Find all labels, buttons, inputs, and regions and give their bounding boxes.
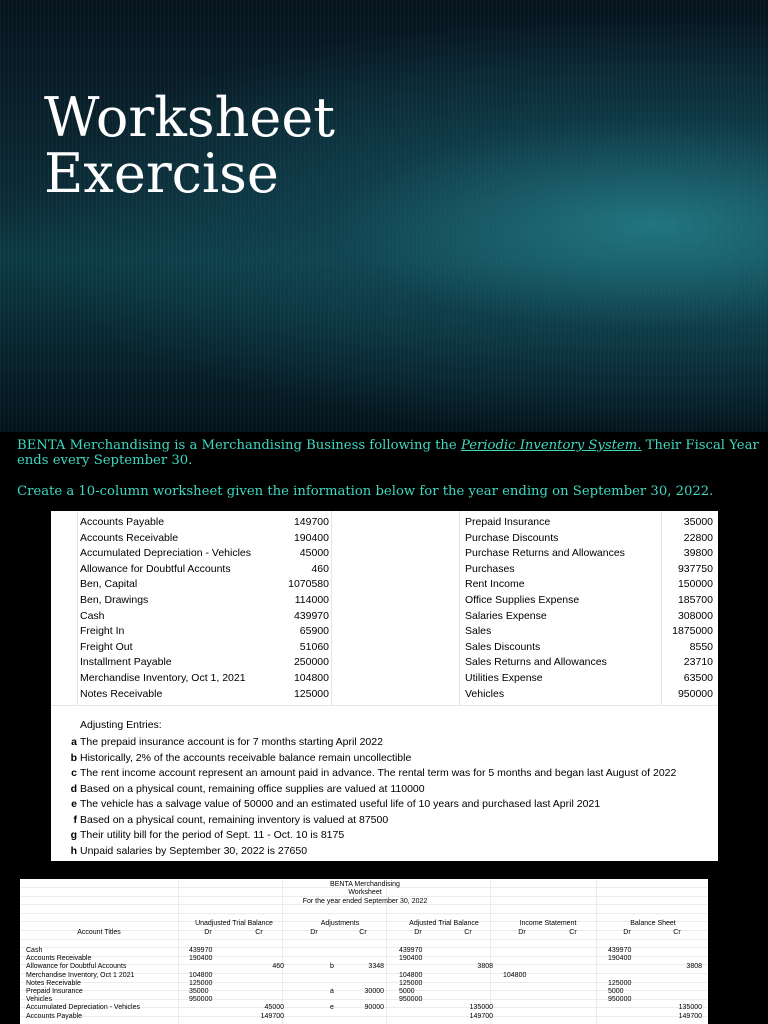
worksheet-cell: 35000 xyxy=(189,988,209,995)
column-group-header: Balance Sheet xyxy=(630,920,676,927)
account-name: Office Supplies Expense xyxy=(465,594,580,606)
worksheet-cell: 3348 xyxy=(368,963,384,971)
grid-line xyxy=(596,879,597,1024)
worksheet-cell: 90000 xyxy=(364,1004,384,1012)
adjusting-entry xyxy=(51,783,718,799)
account-name: Notes Receivable xyxy=(80,687,163,700)
account-row xyxy=(51,639,718,655)
account-row xyxy=(51,514,718,530)
account-name: Utilities Expense xyxy=(465,672,543,684)
account-value: 51060 xyxy=(299,640,329,653)
account-value: 45000 xyxy=(299,547,329,560)
worksheet-cell: 104800 xyxy=(399,971,423,979)
account-value: 114000 xyxy=(294,594,329,606)
entry-text: Based on a physical count, remaining inventory is valued at 87500 xyxy=(80,813,389,826)
account-titles-header: Account Titles xyxy=(77,929,121,936)
column-group-header: Income Statement xyxy=(519,920,577,927)
account-row xyxy=(51,561,718,577)
account-name: Accounts Receivable xyxy=(80,531,179,544)
account-value: 63500 xyxy=(683,672,713,684)
worksheet-cell: 5000 xyxy=(608,988,624,995)
entry-letter: h xyxy=(70,844,77,857)
worksheet-cell: 190400 xyxy=(399,955,423,963)
dr-header: Dr xyxy=(518,929,526,936)
slide-title xyxy=(44,86,335,205)
account-value: 250000 xyxy=(293,656,329,669)
worksheet-company: BENTA Merchandising xyxy=(330,881,400,888)
worksheet-account-name: Allowance for Doubtful Accounts xyxy=(26,963,127,971)
account-row xyxy=(51,545,718,561)
account-name: Installment Payable xyxy=(80,656,172,669)
worksheet-cell: 460 xyxy=(272,963,284,971)
entry-letter: a xyxy=(71,736,77,748)
entry-text: The vehicle has a salvage value of 50000 and an estimated useful life of 10 years and purchased last April 2021 xyxy=(80,798,601,810)
worksheet-cell: 5000 xyxy=(399,988,415,995)
account-name: Vehicles xyxy=(465,687,505,700)
account-value: 190400 xyxy=(293,531,329,544)
worksheet-cell: 45000 xyxy=(264,1004,284,1012)
intro-paragraph-2: Create a 10-column worksheet given the information below for the year ending on September 30, 2022. xyxy=(17,484,714,499)
entry-text: Their utility bill for the period of Sept. 11 - Oct. 10 is 8175 xyxy=(80,829,345,841)
cr-header: Cr xyxy=(464,929,472,936)
adjusting-entry xyxy=(51,736,718,752)
worksheet-account-name: Merchandise Inventory, Oct 1 2021 xyxy=(26,971,135,979)
account-name: Rent Income xyxy=(465,578,525,591)
worksheet-cell: 149700 xyxy=(678,1012,702,1020)
account-name: Freight Out xyxy=(80,640,133,653)
entry-text: Unpaid salaries by September 30, 2022 is 27650 xyxy=(80,844,308,857)
adjusting-entry xyxy=(51,767,718,783)
account-value: 439970 xyxy=(293,609,329,622)
account-name: Accumulated Depreciation - Vehicles xyxy=(80,547,252,560)
slide-title-line1: Worksheet xyxy=(44,86,335,149)
column-group-header: Unadjusted Trial Balance xyxy=(195,920,273,927)
worksheet-cell: b xyxy=(330,963,334,971)
title-banner xyxy=(0,0,768,432)
worksheet-cell: 125000 xyxy=(189,979,213,987)
worksheet-cell: 950000 xyxy=(189,996,213,1004)
worksheet-period: For the year ended September 30, 2022 xyxy=(302,898,428,905)
dr-header: Dr xyxy=(414,929,422,936)
worksheet-cell: 135000 xyxy=(469,1004,493,1012)
worksheet-cell: 104800 xyxy=(503,971,527,979)
entry-text: Historically, 2% of the accounts receivable balance remain uncollectible xyxy=(80,751,412,764)
account-value: 185700 xyxy=(677,594,713,606)
dr-header: Dr xyxy=(310,929,318,936)
grid-line xyxy=(51,705,718,706)
account-value: 35000 xyxy=(683,516,713,528)
account-row xyxy=(51,623,718,639)
worksheet-cell: 125000 xyxy=(608,979,632,987)
worksheet-cell: 950000 xyxy=(399,996,423,1004)
account-value: 65900 xyxy=(299,625,329,638)
account-name: Purchase Discounts xyxy=(465,531,559,544)
cr-header: Cr xyxy=(359,929,367,936)
account-row xyxy=(51,592,718,608)
worksheet-cell: 190400 xyxy=(189,955,213,963)
intro-paragraph-1: BENTA Merchandising is a Merchandising Business following the Periodic Inventory System. Their Fiscal Year ends every September 30. xyxy=(17,438,759,468)
account-name: Prepaid Insurance xyxy=(465,516,551,528)
worksheet-table xyxy=(20,879,708,1024)
account-name: Salaries Expense xyxy=(465,609,547,622)
account-balances-sheet xyxy=(51,511,718,861)
adjusting-entry xyxy=(51,798,718,814)
adjusting-entry xyxy=(51,845,718,861)
account-value: 460 xyxy=(311,562,329,575)
intro-text xyxy=(17,438,762,499)
account-value: 39800 xyxy=(683,547,713,560)
account-value: 149700 xyxy=(293,516,329,528)
account-name: Purchase Returns and Allowances xyxy=(465,547,625,560)
worksheet-cell: 3808 xyxy=(477,963,493,971)
worksheet-cell: 149700 xyxy=(469,1012,493,1020)
account-row xyxy=(51,608,718,624)
worksheet-cell: a xyxy=(330,988,334,995)
cr-header: Cr xyxy=(673,929,681,936)
column-group-header: Adjustments xyxy=(320,920,360,927)
column-group-header: Adjusted Trial Balance xyxy=(409,920,479,927)
grid-line xyxy=(178,879,179,1024)
worksheet-account-name: Accumulated Depreciation - Vehicles xyxy=(26,1004,141,1012)
worksheet-account-name: Cash xyxy=(26,947,43,954)
account-value: 150000 xyxy=(677,578,713,591)
slide-title-line2: Exercise xyxy=(44,142,279,205)
account-name: Sales Discounts xyxy=(465,640,541,653)
dr-header: Dr xyxy=(623,929,631,936)
entry-text: Based on a physical count, remaining office supplies are valued at 110000 xyxy=(80,782,425,795)
grid-line xyxy=(20,913,708,914)
worksheet-cell: 439970 xyxy=(189,947,213,954)
cr-header: Cr xyxy=(569,929,577,936)
adjusting-entry xyxy=(51,814,718,830)
account-row xyxy=(51,686,718,702)
account-value: 104800 xyxy=(293,672,329,684)
entry-text: The prepaid insurance account is for 7 months starting April 2022 xyxy=(80,736,383,748)
account-value: 1070580 xyxy=(288,578,329,591)
account-row xyxy=(51,530,718,546)
entry-letter: e xyxy=(71,798,77,810)
worksheet-cell: 149700 xyxy=(260,1012,284,1020)
entry-letter: d xyxy=(70,782,77,795)
worksheet-account-name: Notes Receivable xyxy=(26,979,81,987)
account-value: 8550 xyxy=(689,640,713,653)
adjusting-entries-title: Adjusting Entries: xyxy=(80,719,162,731)
account-name: Cash xyxy=(80,609,105,622)
worksheet-cell: 190400 xyxy=(608,955,632,963)
account-value: 125000 xyxy=(293,687,329,700)
account-value: 937750 xyxy=(677,562,713,575)
worksheet-cell: 439970 xyxy=(399,947,423,954)
worksheet-cell: e xyxy=(330,1004,334,1012)
account-value: 23710 xyxy=(683,656,713,669)
entry-letter: f xyxy=(73,813,77,826)
grid-line xyxy=(20,939,708,940)
entry-text: The rent income account represent an amount paid in advance. The rental term was for 5 months and began last August of 2022 xyxy=(80,767,677,779)
account-name: Purchases xyxy=(465,562,515,575)
account-name: Ben, Capital xyxy=(80,578,138,591)
adjusting-entry xyxy=(51,752,718,768)
adjusting-entry xyxy=(51,829,718,845)
account-name: Merchandise Inventory, Oct 1, 2021 xyxy=(80,672,246,684)
worksheet-cell: 30000 xyxy=(364,988,384,995)
account-value: 950000 xyxy=(677,687,713,700)
periodic-inventory-link[interactable]: Periodic Inventory System. xyxy=(460,438,642,453)
entry-letter: c xyxy=(71,767,77,779)
account-name: Allowance for Doubtful Accounts xyxy=(80,562,231,575)
worksheet-account-name: Accounts Receivable xyxy=(26,955,92,963)
account-value: 22800 xyxy=(683,531,713,544)
worksheet-account-name: Accounts Payable xyxy=(26,1012,83,1020)
account-name: Accounts Payable xyxy=(80,516,165,528)
worksheet-cell: 135000 xyxy=(678,1004,702,1012)
account-name: Freight In xyxy=(80,625,125,638)
account-name: Sales Returns and Allowances xyxy=(465,656,607,669)
worksheet-account-name: Prepaid Insurance xyxy=(26,988,83,995)
entry-letter: g xyxy=(70,829,77,841)
worksheet-account-name: Vehicles xyxy=(26,996,53,1004)
worksheet-cell: 439970 xyxy=(608,947,632,954)
worksheet-cell: 950000 xyxy=(608,996,632,1004)
cr-header: Cr xyxy=(255,929,263,936)
worksheet-cell: 125000 xyxy=(399,979,423,987)
dr-header: Dr xyxy=(204,929,212,936)
account-name: Ben, Drawings xyxy=(80,594,149,606)
account-value: 308000 xyxy=(677,609,713,622)
worksheet-cell: 3808 xyxy=(686,963,702,971)
account-row xyxy=(51,654,718,670)
worksheet-cell: 104800 xyxy=(189,971,213,979)
worksheet-doc-title: Worksheet xyxy=(348,889,382,896)
account-row xyxy=(51,576,718,592)
account-row xyxy=(51,670,718,686)
account-name: Sales xyxy=(465,625,492,638)
entry-letter: b xyxy=(70,751,77,764)
account-value: 1875000 xyxy=(672,625,713,638)
